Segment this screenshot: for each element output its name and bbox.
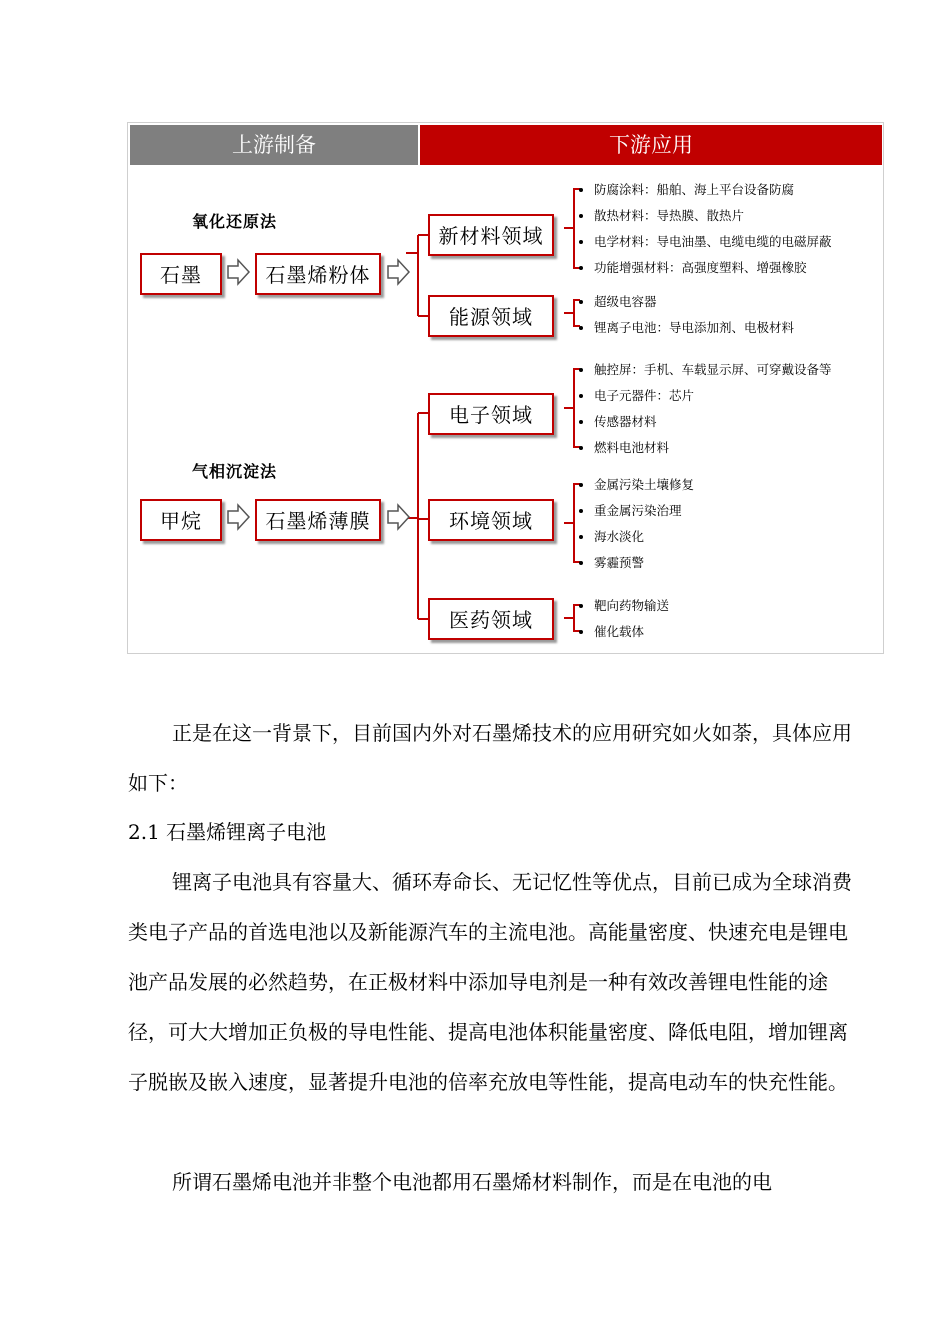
list-item: 海水淡化 — [568, 524, 694, 550]
bullet-icon — [579, 483, 583, 487]
header-downstream: 下游应用 — [420, 125, 882, 165]
paragraph-battery: 锂离子电池具有容量大、循环寿命长、无记忆性等优点，目前已成为全球消费类电子产品的首选电池以及新能源汽车的主流电池。高能量密度、快速充电是锂电池产品发展的必然趋势，在正极材料中添加导电剂是一种有效改善锂电性能的途径，可大大增加正负极的导电性能、提高电池体积能量密度、降低电阻，增加锂离子脱嵌及嵌入速度，显著提升电池的倍率充放电等性能，提高电动车的快充性能。 — [128, 870, 852, 1094]
box-field-medicine: 医药领域 — [428, 598, 554, 640]
list-item: 催化载体 — [568, 619, 669, 645]
list-item: 触控屏：手机、车载显示屏、可穿戴设备等 — [568, 357, 832, 383]
bullet-icon — [579, 326, 583, 330]
method-vapor-deposition: 气相沉淀法 — [192, 462, 278, 481]
list-item: 电子元器件：芯片 — [568, 383, 832, 409]
bullet-icon — [579, 604, 583, 608]
bullet-icon — [579, 446, 583, 450]
list-medicine — [568, 593, 669, 645]
box-field-energy: 能源领域 — [428, 295, 554, 337]
box-graphene-film: 石墨烯薄膜 — [255, 499, 381, 541]
list-item: 锂离子电池：导电添加剂、电极材料 — [568, 315, 794, 341]
bullet-icon — [579, 535, 583, 539]
section-heading: 2.1 石墨烯锂离子电池 — [128, 820, 327, 844]
paragraph-intro: 正是在这一背景下，目前国内外对石墨烯技术的应用研究如火如荼，具体应用如下： — [128, 721, 852, 795]
box-methane: 甲烷 — [140, 499, 222, 541]
bullet-icon — [579, 188, 583, 192]
bullet-icon — [579, 394, 583, 398]
list-item: 燃料电池材料 — [568, 435, 832, 461]
box-field-electronics: 电子领域 — [428, 393, 554, 435]
bullet-icon — [579, 509, 583, 513]
paragraph-graphene-battery: 所谓石墨烯电池并非整个电池都用石墨烯材料制作，而是在电池的电 — [172, 1170, 772, 1194]
list-item: 超级电容器 — [568, 289, 794, 315]
list-electronics — [568, 357, 832, 461]
box-graphite: 石墨 — [140, 253, 222, 295]
bullet-icon — [579, 561, 583, 565]
list-environment — [568, 472, 694, 576]
list-item: 功能增强材料：高强度塑料、增强橡胶 — [568, 255, 832, 281]
list-item: 电学材料：导电油墨、电缆电缆的电磁屏蔽 — [568, 229, 832, 255]
bullet-icon — [579, 214, 583, 218]
box-graphene-powder: 石墨烯粉体 — [255, 253, 381, 295]
bullet-icon — [579, 240, 583, 244]
bullet-icon — [579, 300, 583, 304]
bullet-icon — [579, 368, 583, 372]
bullet-icon — [579, 630, 583, 634]
graphene-industry-chain-figure — [127, 122, 884, 654]
box-field-environment: 环境领域 — [428, 499, 554, 541]
list-item: 金属污染土壤修复 — [568, 472, 694, 498]
bullet-icon — [579, 266, 583, 270]
header-upstream: 上游制备 — [130, 125, 418, 165]
list-item: 雾霾预警 — [568, 550, 694, 576]
list-item: 防腐涂料：船舶、海上平台设备防腐 — [568, 177, 832, 203]
list-materials — [568, 177, 832, 281]
bullet-icon — [579, 420, 583, 424]
list-item: 靶向药物输送 — [568, 593, 669, 619]
list-item: 重金属污染治理 — [568, 498, 694, 524]
list-energy — [568, 289, 794, 341]
method-oxidation-reduction: 氧化还原法 — [192, 212, 278, 231]
list-item: 散热材料：导热膜、散热片 — [568, 203, 832, 229]
list-item: 传感器材料 — [568, 409, 832, 435]
box-field-materials: 新材料领域 — [428, 214, 554, 256]
